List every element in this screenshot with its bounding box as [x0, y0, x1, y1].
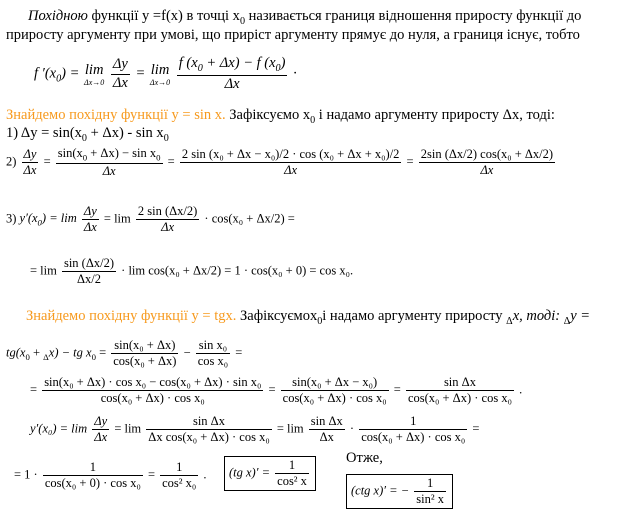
term-derivative: Похідною	[28, 8, 88, 24]
definition-formula: f $'(x_0)$ = lim Δx→0 $\frac{\Delta y}{\Delta x}$ = lim Δx→0 $\frac{f (x_0 + \Delta x) - f (x_0)}{\Delta x}$ ·	[34, 55, 297, 93]
tg-derivative-box: (tg x)′ = $\frac{1}{\text{cos² x}}$	[224, 456, 316, 491]
intro-line-2: приросту аргументу при умові, що приріст аргументу прямує до нуля, а границя існує, тобто	[6, 27, 580, 43]
tg-line-2: = $\frac{\text{sin(x₀ + Δx) · cos x₀ − cos(x₀ + Δx) · sin x₀}}{\text{cos(x₀ + Δx) · cos x₀}}$ = $\frac{\text{sin(x₀ + Δx − x₀)}}{\text{cos(x₀ + Δx) · cos x₀}}$ = $\frac{\text{sin Δx}}{\text{cos(x₀ + Δx) · cos x₀}}$ .	[30, 375, 523, 405]
ctg-derivative-box: (ctg x)′ = − $\frac{1}{\text{sin² x}}$	[346, 474, 453, 509]
tg-line-1: $tg(x_0 + _\Delta x)$ − tg $x_0$ = $\frac{\text{sin(x₀ + Δx)}}{\text{cos(x₀ + Δx)}}$ − $\frac{\text{sin x₀}}{\text{cos x₀}}$ =	[6, 338, 243, 368]
intro-line-1: Похідною функції y =f(x) в точці $x_0$ називається границя відношення приросту функції до	[28, 8, 582, 27]
sin-heading-line: Знайдемо похідну функції y = sin x. Зафіксуємо $x_0$ і надамо аргументу приросту Δx, тоді:	[6, 107, 555, 126]
sin-heading: Знайдемо похідну функції y = sin x.	[6, 107, 226, 123]
tg-heading-line: Знайдемо похідну функції y = tgx. Зафіксуємоx$_0$і надамо аргументу приросту $_\Delta$x, тоді: $_\Delta$y =	[26, 308, 591, 327]
tg-line-4: = 1 · $\frac{1}{\text{cos(x₀ + 0) · cos x₀}}$ = $\frac{1}{\text{cos² x₀}}$ .	[14, 460, 207, 490]
sin-text: Зафіксуємо x	[225, 107, 311, 123]
tg-line-3: y′(x₀) = lim $\frac{\Delta y}{\Delta x}$ = lim $\frac{\text{sin Δx}}{\text{Δx cos(x₀ + Δx) · cos x₀}}$ = lim $\frac{\text{sin Δx}}{\Delta x}$ · $\frac{1}{\text{cos(x₀ + Δx) · cos x₀}}$ =	[30, 414, 480, 444]
sin-step-4: = lim $\frac{\sin (\Delta x/2)}{\Delta x/2}$ · lim cos(x₀ + Δx/2) = 1 · cos(x₀ + 0) = cos x₀.	[30, 256, 354, 286]
sin-step-2: 2) $\frac{\Delta y}{\Delta x}$ = $\frac{\sin(x_0 + \Delta x) - \sin x_0}{\Delta x}$ = $\frac{\text{2 sin (x₀ + Δx − x₀)/2 · cos (x₀ + Δx + x₀)/2}}{\Delta x}$ = $\frac{\text{2sin (Δx/2) cos(x₀ + Δx/2)}}{\Delta x}$	[6, 146, 554, 178]
intro-text-1: функції y =f(x) в точці x	[87, 8, 240, 24]
sin-text-2: і надамо аргументу приросту Δx, тоді:	[315, 107, 555, 123]
tg-heading: Знайдемо похідну функції y = tgx.	[26, 308, 237, 324]
sin-step-1: 1) $\Delta y = \sin(x_0 + \Delta x) - \sin x_0$	[6, 125, 169, 144]
intro-text-2: називається границя відношення приросту функції до	[245, 8, 582, 24]
otzhe-text: Отже,	[346, 450, 383, 466]
sin-step-3: 3) $y'(x_0) = \lim$ $\frac{\Delta y}{\Delta x}$ = lim $\frac{2 \sin (\Delta x/2)}{\Delta x}$ · cos(x₀ + Δx/2) =	[6, 204, 295, 234]
